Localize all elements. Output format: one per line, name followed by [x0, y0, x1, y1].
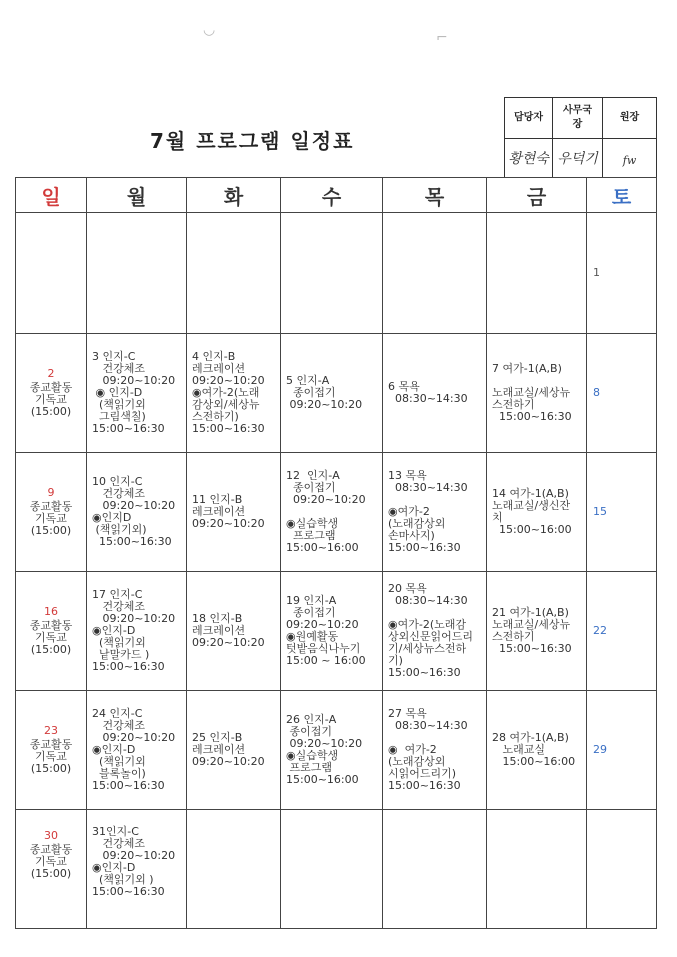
day-events: 19 인지-A 종이접기 09:20~10:20 ◉원예활동 텃밭음식나누기 15:00 ~ 16:00: [286, 594, 366, 667]
day-cell: [383, 691, 487, 810]
day-events: 25 인지-B 레크레이션 09:20~10:20: [192, 731, 265, 768]
day-cell: [281, 334, 383, 453]
approval-header-manager: 담당자: [505, 98, 553, 139]
day-events: 14 여가-1(A,B) 노래교실/생신잔 치 15:00~16:00: [492, 487, 572, 536]
day-cell: [187, 810, 281, 929]
day-cell: [16, 810, 87, 929]
day-cell: [587, 453, 657, 572]
day-cell: [281, 213, 383, 334]
scan-speck: ⌐: [436, 30, 448, 46]
day-events: 18 인지-B 레크레이션 09:20~10:20: [192, 612, 265, 649]
day-cell: [87, 572, 187, 691]
approval-header-director: 원장: [603, 98, 657, 139]
day-cell: [587, 334, 657, 453]
day-cell: [87, 334, 187, 453]
day-events: 종교활동 기독교 (15:00): [29, 381, 73, 418]
day-cell: [187, 691, 281, 810]
day-cell: [587, 572, 657, 691]
day-events: 26 인지-A 종이접기 09:20~10:20 ◉실습학생 프로그램 15:00~16:00: [286, 713, 363, 786]
day-cell: [87, 453, 187, 572]
day-cell: [281, 572, 383, 691]
day-cell: [383, 213, 487, 334]
day-cell: [587, 810, 657, 929]
page-title: 7월 프로그램 일정표: [150, 129, 355, 153]
week-row: [16, 572, 657, 691]
day-events: 20 목욕 08:30~14:30 ◉여가-2(노래감 상외신문읽어드리 기/세상뉴스전하 기) 15:00~16:30: [388, 582, 474, 679]
day-cell: [187, 334, 281, 453]
day-events: 종교활동 기독교 (15:00): [29, 619, 73, 656]
day-cell: [383, 334, 487, 453]
day-cell: [281, 810, 383, 929]
day-events: 3 인지-C 건강체조 09:20~10:20 ◉ 인지-D (책읽기외 그림색칠) 15:00~16:30: [92, 350, 176, 435]
day-cell: [87, 213, 187, 334]
weekday-fri: 금: [487, 178, 587, 213]
day-events: 21 여가-1(A,B) 노래교실/세상뉴 스전하기 15:00~16:30: [492, 606, 572, 655]
day-events: 종교활동 기독교 (15:00): [29, 843, 73, 880]
day-cell: [16, 691, 87, 810]
day-cell: [187, 572, 281, 691]
day-cell: [487, 453, 587, 572]
weekday-sun: 일: [16, 178, 87, 213]
week-row: [16, 810, 657, 929]
day-events: 5 인지-A 종이접기 09:20~10:20: [286, 374, 363, 411]
weekday-sat: 토: [587, 178, 657, 213]
day-number: 29: [593, 743, 607, 756]
approval-header-secretary: 사무국 장: [553, 98, 603, 139]
day-number: 1: [593, 266, 600, 279]
day-events: 17 인지-C 건강체조 09:20~10:20 ◉인지-D (책읽기외 낱말카드 ) 15:00~16:30: [92, 588, 176, 673]
day-number: 30: [44, 829, 58, 842]
day-cell: [87, 810, 187, 929]
day-cell: [487, 334, 587, 453]
day-events: 10 인지-C 건강체조 09:20~10:20 ◉인지D (책읽기외) 15:00~16:30: [92, 475, 176, 548]
day-cell: [383, 453, 487, 572]
day-events: 종교활동 기독교 (15:00): [29, 500, 73, 537]
day-cell: [487, 691, 587, 810]
week-row: [16, 691, 657, 810]
scan-speck: ◡: [203, 22, 216, 38]
day-events: 종교활동 기독교 (15:00): [29, 738, 73, 775]
day-number: 8: [593, 386, 600, 399]
day-cell: [383, 810, 487, 929]
day-events: 27 목욕 08:30~14:30 ◉ 여가-2 (노래감상외 시읽어드리기) 15:00~16:30: [388, 707, 468, 792]
weekday-wed: 수: [281, 178, 383, 213]
week-row: [16, 213, 657, 334]
weekday-tue: 화: [187, 178, 281, 213]
day-number: 22: [593, 624, 607, 637]
day-number: 23: [44, 724, 58, 737]
day-cell: [16, 572, 87, 691]
day-events: 31인지-C 건강체조 09:20~10:20 ◉인지-D (책읽기외 ) 15:00~16:30: [92, 825, 176, 898]
weekday-mon: 월: [87, 178, 187, 213]
day-cell: [587, 691, 657, 810]
day-number: 9: [47, 486, 55, 499]
week-row: [16, 334, 657, 453]
day-cell: [87, 691, 187, 810]
day-events: 11 인지-B 레크레이션 09:20~10:20: [192, 493, 265, 530]
director-signature: fw: [603, 139, 657, 178]
day-events: 7 여가-1(A,B) 노래교실/세상뉴 스전하기 15:00~16:30: [492, 362, 572, 423]
day-events: 24 인지-C 건강체조 09:20~10:20 ◉인지-D (책읽기외 블록놀이) 15:00~16:30: [92, 707, 176, 792]
secretary-signature: 우덕기: [553, 139, 603, 178]
day-number: 16: [44, 605, 58, 618]
approval-box: [504, 97, 657, 178]
day-cell: [187, 213, 281, 334]
day-events: 13 목욕 08:30~14:30 ◉여가-2 (노래감상외 손마사지) 15:00~16:30: [388, 469, 468, 554]
day-events: 12 인지-A 종이접기 09:20~10:20 ◉실습학생 프로그램 15:00~16:00: [286, 469, 366, 554]
calendar-table: [15, 177, 657, 929]
day-cell: [487, 213, 587, 334]
day-number: 2: [47, 367, 55, 380]
manager-signature: 황현숙: [505, 139, 553, 178]
weekday-thu: 목: [383, 178, 487, 213]
day-cell: [587, 213, 657, 334]
day-cell: [281, 691, 383, 810]
day-cell: [187, 453, 281, 572]
day-cell: [487, 572, 587, 691]
day-number: 15: [593, 505, 607, 518]
day-cell: [383, 572, 487, 691]
day-events: 28 여가-1(A,B) 노래교실 15:00~16:00: [492, 731, 576, 768]
day-events: 4 인지-B 레크레이션 09:20~10:20 ◉여가-2(노래 감상외/세상뉴 스전하기) 15:00~16:30: [192, 350, 265, 435]
day-cell: [487, 810, 587, 929]
day-cell: [16, 213, 87, 334]
week-row: [16, 453, 657, 572]
day-cell: [16, 453, 87, 572]
day-cell: [16, 334, 87, 453]
day-cell: [281, 453, 383, 572]
day-events: 6 목욕 08:30~14:30: [388, 380, 468, 405]
